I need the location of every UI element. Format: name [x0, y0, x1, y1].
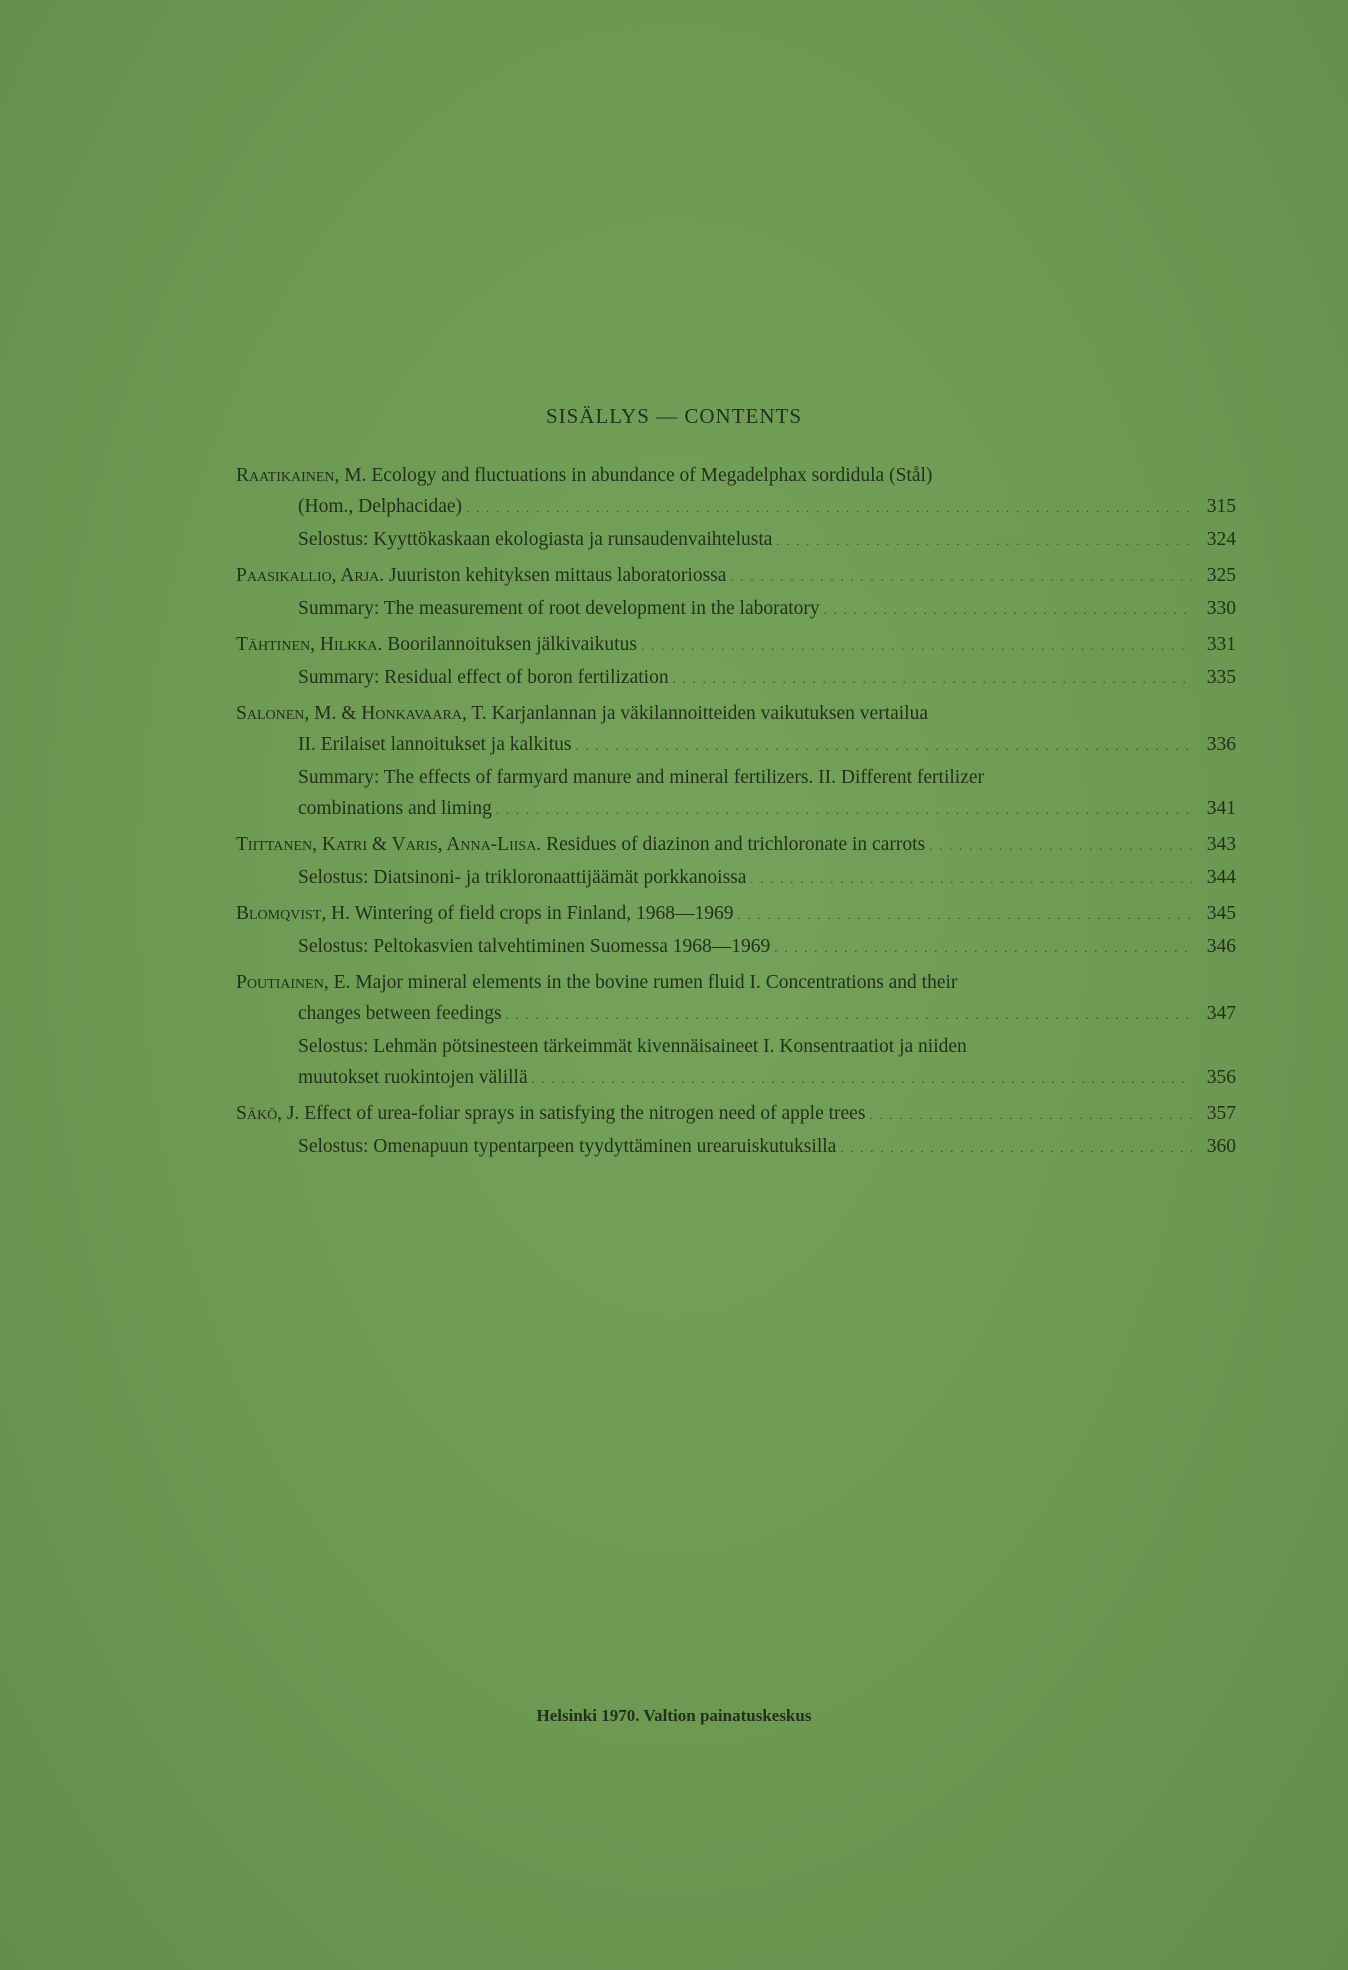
page-number: 344	[1206, 867, 1236, 888]
toc-line	[236, 998, 1236, 1031]
leader-dots	[673, 662, 1192, 695]
toc-line	[236, 898, 1236, 931]
toc-title-text: Major mineral elements in the bovine rumen fluid I. Concentrations and their	[355, 972, 958, 993]
leader-dots	[929, 829, 1192, 862]
toc-title-text: Residues of diazinon and trichloronate in carrots	[546, 834, 926, 855]
page-number: 330	[1206, 598, 1236, 619]
leader-dots	[532, 1062, 1192, 1095]
toc-entry	[236, 460, 1236, 557]
leader-dots	[496, 793, 1192, 826]
leader-dots	[774, 931, 1192, 964]
toc-line-text	[236, 460, 1236, 491]
page-number: 346	[1206, 936, 1236, 957]
toc-title-text: combinations and liming	[298, 798, 492, 819]
toc-line-text	[298, 491, 462, 522]
leader-dots	[869, 1098, 1192, 1131]
page-number: 324	[1206, 529, 1236, 550]
page-number: 345	[1206, 903, 1236, 924]
toc-line-text	[236, 898, 733, 929]
toc-title-text: Selostus: Kyyttökaskaan ekologiasta ja runsaudenvaihtelusta	[298, 529, 773, 550]
page-number: 331	[1206, 634, 1236, 655]
toc-title-text: Summary: The measurement of root development in the laboratory	[298, 598, 820, 619]
toc-line-text	[298, 931, 770, 962]
toc-line-text	[298, 593, 820, 624]
toc-line	[236, 862, 1236, 895]
toc-title-text: Ecology and fluctuations in abundance of Megadelphax sordidula (Stål)	[371, 465, 933, 486]
toc-entry	[236, 1098, 1236, 1164]
toc-line-text	[236, 629, 637, 660]
page-number: 360	[1206, 1136, 1236, 1157]
toc-title-text: Selostus: Peltokasvien talvehtiminen Suomessa 1968—1969	[298, 936, 771, 957]
toc-title-text: Juuriston kehityksen mittaus laboratoriossa	[389, 565, 727, 586]
toc-title-text: Summary: The effects of farmyard manure and mineral fertilizers. II. Different fertilizer	[298, 767, 984, 788]
toc-line	[236, 729, 1236, 762]
toc-line-text	[298, 862, 746, 893]
page-number: 315	[1206, 496, 1236, 517]
page-number: 357	[1206, 1103, 1236, 1124]
toc-entry	[236, 898, 1236, 964]
toc-line	[236, 491, 1236, 524]
page-number: 336	[1206, 734, 1236, 755]
toc-author: Tähtinen, Hilkka.	[236, 634, 383, 655]
table-of-contents	[236, 460, 1236, 1167]
toc-line-text	[298, 793, 492, 824]
toc-line	[236, 829, 1236, 862]
toc-author: Paasikallio, Arja.	[236, 565, 385, 586]
leader-dots	[506, 998, 1192, 1031]
toc-title-text: Wintering of field crops in Finland, 1968—1969	[354, 903, 734, 924]
toc-line	[236, 793, 1236, 826]
toc-line	[236, 967, 1236, 998]
toc-author: Raatikainen, M.	[236, 465, 367, 486]
toc-line-text	[298, 524, 772, 555]
toc-title-text: Selostus: Lehmän pötsinesteen tärkeimmät kivennäisaineet I. Konsentraatiot ja niiden	[298, 1036, 967, 1057]
leader-dots	[737, 898, 1192, 931]
toc-line	[236, 524, 1236, 557]
toc-line-text	[298, 729, 571, 760]
toc-line	[236, 1031, 1236, 1062]
toc-title-text: Selostus: Diatsinoni- ja trikloronaattijäämät porkkanoissa	[298, 867, 747, 888]
toc-title-text: changes between feedings	[298, 1003, 502, 1024]
leader-dots	[641, 629, 1192, 662]
toc-line	[236, 593, 1236, 626]
toc-title-text: (Hom., Delphacidae)	[298, 496, 463, 517]
toc-title-text: muutokset ruokintojen välillä	[298, 1067, 528, 1088]
page-number: 341	[1206, 798, 1236, 819]
toc-entry	[236, 967, 1236, 1095]
contents-heading: SISÄLLYS — CONTENTS	[545, 404, 803, 428]
toc-entry	[236, 698, 1236, 826]
toc-line-text	[236, 698, 1236, 729]
page-number: 356	[1206, 1067, 1236, 1088]
leader-dots	[730, 560, 1192, 593]
leader-dots	[824, 593, 1192, 626]
toc-line	[236, 1131, 1236, 1164]
leader-dots	[575, 729, 1192, 762]
toc-title-text: II. Erilaiset lannoitukset ja kalkitus	[298, 734, 572, 755]
page-number: 325	[1206, 565, 1236, 586]
toc-entry	[236, 829, 1236, 895]
toc-author: Salonen, M. & Honkavaara, T.	[236, 703, 487, 724]
toc-entry	[236, 560, 1236, 626]
toc-author: Blomqvist, H.	[236, 903, 351, 924]
toc-line	[236, 662, 1236, 695]
leader-dots	[776, 524, 1192, 557]
toc-title-text: Effect of urea-foliar sprays in satisfying the nitrogen need of apple trees	[304, 1103, 866, 1124]
leader-dots	[466, 491, 1192, 524]
toc-title-text: Selostus: Omenapuun typentarpeen tyydyttäminen urearuiskutuksilla	[298, 1136, 837, 1157]
toc-line	[236, 931, 1236, 964]
toc-entry	[236, 629, 1236, 695]
toc-line	[236, 698, 1236, 729]
page-number: 347	[1206, 1003, 1236, 1024]
toc-line-text	[298, 662, 669, 693]
page-number: 335	[1206, 667, 1236, 688]
toc-line-text	[236, 1098, 865, 1129]
toc-title-text: Boorilannoituksen jälkivaikutus	[387, 634, 637, 655]
toc-line-text	[236, 560, 726, 591]
toc-line-text	[236, 829, 925, 860]
imprint: Helsinki 1970. Valtion painatuskeskus	[536, 1706, 812, 1725]
toc-line-text	[298, 1031, 1236, 1062]
leader-dots	[840, 1131, 1192, 1164]
toc-line-text	[298, 1131, 836, 1162]
toc-line-text	[298, 762, 1236, 793]
toc-line-text	[298, 1062, 528, 1093]
toc-line-text	[298, 998, 502, 1029]
toc-title-text: Karjanlannan ja väkilannoitteiden vaikutuksen vertailua	[491, 703, 929, 724]
toc-author: Poutiainen, E.	[236, 972, 351, 993]
toc-line	[236, 460, 1236, 491]
toc-author: Säkö, J.	[236, 1103, 300, 1124]
toc-author: Tiittanen, Katri & Varis, Anna-Liisa.	[236, 834, 542, 855]
toc-line	[236, 629, 1236, 662]
toc-line	[236, 762, 1236, 793]
page-number: 343	[1206, 834, 1236, 855]
toc-line-text	[236, 967, 1236, 998]
leader-dots	[750, 862, 1192, 895]
toc-line	[236, 1098, 1236, 1131]
toc-title-text: Summary: Residual effect of boron fertilization	[298, 667, 669, 688]
toc-line	[236, 1062, 1236, 1095]
toc-line	[236, 560, 1236, 593]
